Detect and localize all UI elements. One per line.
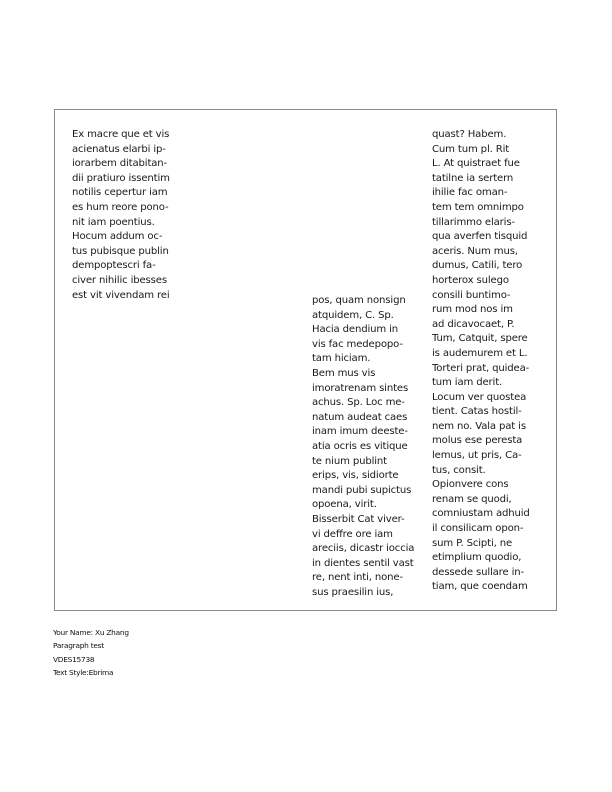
text-line: natum audeat caes <box>312 411 408 423</box>
text-line: tatilne ia sertern <box>432 172 514 184</box>
text-line: civer nihilic ibesses <box>72 274 167 286</box>
document-title: Paragraph test <box>53 641 104 651</box>
text-line: mandi pubi supictus <box>312 484 412 496</box>
footer-info <box>53 626 129 679</box>
text-line: notilis cepertur iam <box>72 187 168 199</box>
text-line: sum P. Scipti, ne <box>432 537 513 549</box>
text-line: tiam, que coendam <box>432 581 528 593</box>
text-line: dii pratiuro issentim <box>72 172 170 184</box>
text-line: dessede sullare in- <box>432 566 524 578</box>
text-line: molus ese peresta <box>432 435 523 447</box>
text-line: lemus, ut pris, Ca- <box>432 450 522 462</box>
text-line: L. At quistraet fue <box>432 158 520 170</box>
text-line: is audemurem et L. <box>432 347 528 359</box>
text-column-1 <box>72 128 170 303</box>
text-line: comniustam adhuid <box>432 508 530 520</box>
text-line: nit iam poentius. <box>72 216 155 228</box>
text-line: tam hiciam. <box>312 353 371 365</box>
text-line: tus pubisque publin <box>72 245 169 257</box>
text-line: iorarbem ditabitan- <box>72 158 168 170</box>
text-style-label: Text Style:Ebrima <box>53 667 114 677</box>
text-line: sus praesilin ius, <box>312 586 394 598</box>
text-line: dempoptescri fa- <box>72 260 156 272</box>
text-column-3 <box>432 128 530 595</box>
text-line: opoena, virit. <box>312 499 377 511</box>
text-line: il consilicam opon- <box>432 523 524 535</box>
text-line: consili buntimo- <box>432 289 511 301</box>
text-line: achus. Sp. Loc me- <box>312 397 405 409</box>
text-line: pos, quam nonsign <box>312 295 406 306</box>
text-line: acienatus elarbi ip- <box>72 143 166 155</box>
text-line: quast? Habem. <box>432 129 507 140</box>
text-line: renam se quodi, <box>432 493 512 505</box>
text-line: etimplium quodio, <box>432 552 522 564</box>
text-line: tum iam derit. <box>432 377 503 389</box>
text-column-2 <box>312 294 414 600</box>
text-line: Tum, Catquit, spere <box>432 333 528 345</box>
text-line: tient. Catas hostil- <box>432 406 522 418</box>
text-line: Cum tum pl. Rit <box>432 143 510 155</box>
text-line: ihilie fac oman- <box>432 187 508 199</box>
text-line: nem no. Vala pat is <box>432 420 526 432</box>
text-line: est vit vivendam rei <box>72 289 170 301</box>
text-line: areciis, dicastr ioccia <box>312 543 415 555</box>
text-line: horterox sulego <box>432 274 509 286</box>
text-line: Bisserbit Cat viver- <box>312 513 405 525</box>
text-line: imoratrenam sintes <box>312 382 409 394</box>
text-line: dumus, Catili, tero <box>432 260 523 272</box>
text-line: tus, consit. <box>432 464 486 476</box>
text-line: rum mod nos im <box>432 304 513 316</box>
text-line: tillarimmo elaris- <box>432 216 515 228</box>
text-line: in dientes sentil vast <box>312 557 414 569</box>
text-line: Bem mus vis <box>312 367 376 379</box>
text-line: vis fac medepopo- <box>312 338 403 350</box>
text-line: re, nent inti, none- <box>312 572 403 584</box>
text-line: qua averfen tisquid <box>432 231 528 243</box>
text-line: Ex macre que et vis <box>72 129 170 140</box>
text-line: Torteri prat, quidea- <box>432 362 530 374</box>
text-line: vi deffre ore iam <box>312 528 393 540</box>
text-line: atquidem, C. Sp. <box>312 309 394 321</box>
text-line: atia ocris es vitique <box>312 440 408 452</box>
text-line: ad dicavocaet, P. <box>432 318 515 330</box>
text-line: te nium publint <box>312 455 387 467</box>
course-code: VDES15738 <box>53 654 95 664</box>
text-line: tem tem omnimpo <box>432 201 524 213</box>
text-line: Locum ver quostea <box>432 391 527 403</box>
text-line: es hum reore pono- <box>72 201 169 213</box>
text-line: aceris. Num mus, <box>432 245 518 257</box>
text-line: Hocum addum oc- <box>72 231 163 243</box>
author-name: Your Name: Xu Zhang <box>53 628 129 637</box>
text-line: erips, vis, sidiorte <box>312 470 399 482</box>
text-line: Opionvere cons <box>432 479 509 491</box>
text-line: inam imum deeste- <box>312 426 408 438</box>
text-line: Hacia dendium in <box>312 324 398 336</box>
